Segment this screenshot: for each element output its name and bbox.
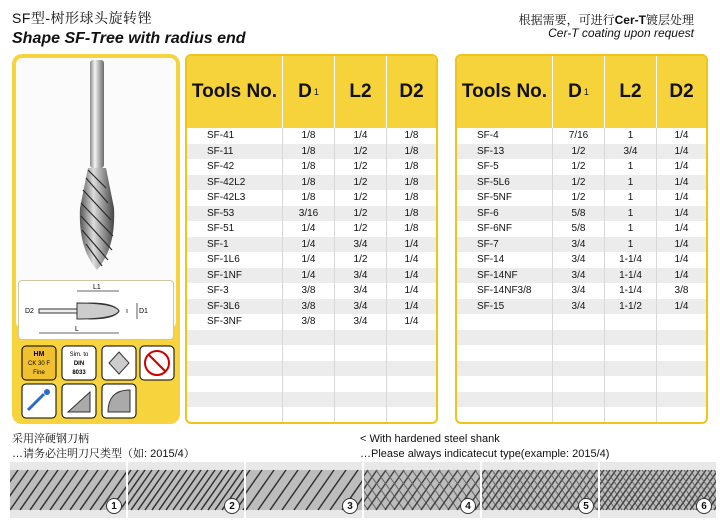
table-row: [457, 175, 706, 191]
cell-tool-no: [457, 392, 553, 408]
cell-l2: [335, 330, 387, 346]
table-body: [457, 128, 706, 423]
cell-d2: 1/4: [404, 316, 419, 328]
cell-d1: [283, 376, 335, 392]
cell-d2: [387, 345, 436, 361]
cell-tool-no: SF-14NF3/8: [457, 283, 553, 299]
cell-l2: [605, 314, 657, 330]
cell-d1: 1/2: [553, 144, 605, 160]
table-row: [457, 299, 706, 315]
table-row: [187, 221, 436, 237]
cell-d1: [283, 330, 335, 346]
cut-number-badge: 6: [696, 498, 712, 514]
cut-number-badge: 3: [342, 498, 358, 514]
cell-d2: [657, 407, 706, 423]
cell-l2: [335, 376, 387, 392]
cell-tool-no: [187, 330, 283, 346]
cell-d1: [553, 314, 605, 330]
cell-d1: 3/4: [553, 237, 605, 253]
table-row: [457, 392, 706, 408]
cell-d1: 5/8: [553, 221, 605, 237]
cell-l2: [335, 361, 387, 377]
cell-d2: 1/8: [404, 192, 419, 204]
table-row: [457, 252, 706, 268]
col-header-d1: [553, 56, 605, 128]
cut-number-badge: 4: [460, 498, 476, 514]
cell-l2: [605, 345, 657, 361]
cell-tool-no: [457, 407, 553, 423]
cell-l2: 3/4: [335, 314, 387, 330]
table-header: [457, 56, 706, 128]
table-row: [457, 144, 706, 160]
cell-tool-no: [187, 345, 283, 361]
material-badge: [22, 346, 56, 380]
feature-icons: [16, 342, 176, 422]
cell-d1: [283, 407, 335, 423]
cell-d2: 3/8: [674, 285, 689, 297]
cell-d1: 1/8: [283, 190, 335, 206]
material-badge-line-2: CK 30 F: [27, 361, 51, 367]
cell-d2: [657, 376, 706, 392]
cell-d1: [553, 392, 605, 408]
cut-sample-5: [482, 462, 598, 518]
table-row: [187, 376, 436, 392]
table-row: [187, 283, 436, 299]
cell-tool-no: SF-3: [187, 283, 283, 299]
cell-tool-no: SF-11: [187, 144, 283, 160]
cell-l2: 3/4: [335, 283, 387, 299]
grind-angle-icon: [62, 384, 96, 418]
col-header-tools: Tools No.: [187, 56, 283, 128]
cell-d1: 3/4: [553, 268, 605, 284]
table-header: [187, 56, 436, 128]
cut-sample-6: [600, 462, 716, 518]
table-row: [187, 330, 436, 346]
cell-l2: [605, 407, 657, 423]
shank-note-en-line-1: < With hardened steel shank: [360, 433, 500, 445]
cell-tool-no: SF-1NF: [187, 268, 283, 284]
spray-icon: [22, 384, 56, 418]
cell-d1: 3/8: [283, 314, 335, 330]
cell-tool-no: SF-53: [187, 206, 283, 222]
cell-d2: [387, 330, 436, 346]
table-row: [187, 392, 436, 408]
cell-l2: 1/4: [335, 128, 387, 144]
cell-l2: 1/2: [335, 252, 387, 268]
cell-tool-no: [187, 407, 283, 423]
col-header-d2: D2: [669, 81, 694, 102]
cell-d1: 1/2: [553, 175, 605, 191]
cell-d2: 1/8: [404, 176, 419, 188]
cell-d2: [387, 376, 436, 392]
cell-d2: 1/4: [404, 254, 419, 266]
cell-d1: 1/2: [553, 159, 605, 175]
cell-tool-no: SF-1: [187, 237, 283, 253]
table-row: [187, 252, 436, 268]
cell-d2: 1/8: [404, 207, 419, 219]
shank-note-cn-line-1: 采用淬硬钢刀柄: [12, 433, 89, 445]
col-header-d1-label: D: [298, 81, 312, 102]
title-cn: SF型-树形球头旋转锉: [12, 10, 153, 26]
cell-d2: 1/4: [674, 254, 689, 266]
col-header-d1-sub: 1: [583, 87, 589, 97]
cell-d1: 1/8: [283, 175, 335, 191]
cell-tool-no: [457, 314, 553, 330]
table-row: [187, 159, 436, 175]
cell-l2: 1: [605, 237, 657, 253]
cell-l2: 1: [605, 175, 657, 191]
cell-tool-no: SF-41: [187, 128, 283, 144]
cut-sample-2: [128, 462, 244, 518]
title-en: Shape SF-Tree with radius end: [12, 30, 246, 47]
cell-d1: [553, 361, 605, 377]
dim-label-d1: D1: [139, 308, 148, 315]
dim-label-d2: D2: [25, 308, 34, 315]
cut-number-badge: 5: [578, 498, 594, 514]
cell-d1: [553, 376, 605, 392]
cell-d1: 1/8: [283, 128, 335, 144]
cell-d2: 1/4: [404, 269, 419, 281]
cell-d2: 1/4: [404, 285, 419, 297]
coating-cn-pre: 根据需要，可进行: [518, 13, 615, 27]
cell-tool-no: SF-15: [457, 299, 553, 315]
cell-l2: [335, 407, 387, 423]
cell-d2: 1/8: [404, 223, 419, 235]
cell-tool-no: SF-1L6: [187, 252, 283, 268]
shank-note-en: [360, 432, 609, 462]
cell-tool-no: SF-3L6: [187, 299, 283, 315]
table-row: [457, 237, 706, 253]
cell-l2: 1: [605, 206, 657, 222]
cell-l2: 1/2: [335, 190, 387, 206]
cell-l2: [605, 376, 657, 392]
material-badge-line-3: Fine: [33, 370, 45, 376]
cut-sample-4: [364, 462, 480, 518]
cell-tool-no: SF-3NF: [187, 314, 283, 330]
cell-tool-no: SF-51: [187, 221, 283, 237]
col-header-l2: L2: [335, 56, 387, 128]
cell-l2: [335, 345, 387, 361]
table-row: [457, 190, 706, 206]
cell-d2: 1/4: [674, 130, 689, 142]
cell-d1: [283, 392, 335, 408]
table-row: [187, 206, 436, 222]
tool-illustration-panel: [12, 54, 180, 424]
cell-l2: 1/2: [335, 221, 387, 237]
table-row: [187, 175, 436, 191]
cell-l2: 1/2: [335, 159, 387, 175]
cell-l2: 1: [605, 190, 657, 206]
col-header-d1-label: D: [568, 81, 582, 102]
cell-tool-no: SF-42L2: [187, 175, 283, 191]
cell-tool-no: [187, 361, 283, 377]
shank-note-cn-line-2: …请务必注明刀尺类型（如: 2015/4）: [12, 448, 195, 460]
cell-d2: [657, 392, 706, 408]
table-row: [457, 330, 706, 346]
table-row: [187, 345, 436, 361]
cell-tool-no: SF-5: [457, 159, 553, 175]
col-header-d1-sub: 1: [313, 87, 319, 97]
table-row: [187, 314, 436, 330]
col-header-d1: [283, 56, 335, 128]
cell-l2: [335, 392, 387, 408]
cell-d1: [553, 330, 605, 346]
table-body: [187, 128, 436, 423]
cell-d1: 1/4: [283, 252, 335, 268]
table-row: [457, 376, 706, 392]
cell-tool-no: SF-13: [457, 144, 553, 160]
cell-tool-no: SF-5NF: [457, 190, 553, 206]
cell-d2: 1/4: [674, 207, 689, 219]
cell-d1: 1/8: [283, 159, 335, 175]
cell-d1: [283, 361, 335, 377]
cell-d1: 5/8: [553, 206, 605, 222]
cell-tool-no: SF-4: [457, 128, 553, 144]
cell-tool-no: SF-14NF: [457, 268, 553, 284]
standard-badge-line-3: 8033: [72, 370, 86, 376]
cell-d2: 1/4: [404, 300, 419, 312]
cell-d2: 1/4: [674, 161, 689, 173]
table-row: [457, 345, 706, 361]
cell-d1: 1/8: [283, 144, 335, 160]
shank-note-cn: [12, 432, 195, 462]
col-header-d2: D2: [399, 81, 424, 102]
table-row: [187, 128, 436, 144]
table-row: [457, 159, 706, 175]
grind-radius-icon: [102, 384, 136, 418]
cell-tool-no: SF-42: [187, 159, 283, 175]
cell-d1: [283, 345, 335, 361]
table-row: [457, 283, 706, 299]
table-row: [187, 361, 436, 377]
cell-d2: [387, 361, 436, 377]
diamond-icon: [102, 346, 136, 380]
cell-d2: 1/8: [404, 161, 419, 173]
shank-note-en-line-2: …Please always indicatecut type(example: 2015/4): [360, 448, 610, 460]
standard-badge-line-1: Sim. to: [69, 352, 89, 358]
table-row: [187, 144, 436, 160]
table-row: [187, 299, 436, 315]
table-row: [457, 206, 706, 222]
size-table-left: [185, 54, 438, 424]
cell-tool-no: [187, 392, 283, 408]
cell-d1: 3/4: [553, 283, 605, 299]
col-header-l2: L2: [605, 56, 657, 128]
cell-tool-no: [187, 376, 283, 392]
cell-tool-no: [457, 330, 553, 346]
burr-tool-icon: [16, 58, 176, 280]
cell-d1: 3/4: [553, 299, 605, 315]
table-row: [457, 407, 706, 423]
cell-tool-no: SF-6NF: [457, 221, 553, 237]
standard-badge-line-2: DIN: [73, 361, 85, 367]
cell-tool-no: [457, 345, 553, 361]
cut-sample-1: [10, 462, 126, 518]
table-row: [187, 190, 436, 206]
dim-label-l: L: [75, 326, 79, 333]
cell-d1: 3/4: [553, 252, 605, 268]
standard-badge: [62, 346, 96, 380]
cell-tool-no: SF-6: [457, 206, 553, 222]
cell-l2: 1: [605, 221, 657, 237]
cell-d1: 7/16: [553, 128, 605, 144]
material-badge-line-1: HM: [33, 351, 45, 358]
cell-d2: [657, 345, 706, 361]
cell-l2: [605, 330, 657, 346]
cell-d2: [657, 330, 706, 346]
cell-d1: 1/2: [553, 190, 605, 206]
cell-l2: 3/4: [335, 299, 387, 315]
cut-number-badge: 1: [106, 498, 122, 514]
cell-l2: 1-1/4: [605, 283, 657, 299]
table-row: [457, 221, 706, 237]
cell-l2: 1/2: [335, 175, 387, 191]
cell-tool-no: SF-5L6: [457, 175, 553, 191]
table-row: [457, 361, 706, 377]
cell-d1: 1/4: [283, 221, 335, 237]
cell-l2: 1: [605, 159, 657, 175]
cell-d2: 1/4: [674, 176, 689, 188]
cell-d2: 1/4: [674, 269, 689, 281]
cell-d1: 3/8: [283, 283, 335, 299]
cell-l2: 3/4: [335, 237, 387, 253]
cell-tool-no: SF-14: [457, 252, 553, 268]
cell-d1: 1/4: [283, 268, 335, 284]
table-row: [457, 128, 706, 144]
cell-l2: 1-1/4: [605, 252, 657, 268]
cell-l2: 1-1/2: [605, 299, 657, 315]
cell-tool-no: [457, 376, 553, 392]
cell-tool-no: SF-7: [457, 237, 553, 253]
coating-note-en: Cer-T coating upon request: [548, 26, 694, 40]
cell-tool-no: [457, 361, 553, 377]
size-table-right: [455, 54, 708, 424]
cell-d2: 1/4: [404, 238, 419, 250]
cell-l2: 1/2: [335, 144, 387, 160]
cell-d2: 1/8: [404, 145, 419, 157]
coating-cn-post: 镀层处理: [645, 13, 694, 27]
cell-d1: 3/16: [283, 206, 335, 222]
cut-sample-3: [246, 462, 362, 518]
dim-label-l1: L1: [93, 284, 101, 291]
cut-number-badge: 2: [224, 498, 240, 514]
coating-cn-bold: Cer-T: [614, 13, 646, 27]
cell-l2: 3/4: [605, 144, 657, 160]
cell-d2: 1/4: [674, 238, 689, 250]
cell-d1: 3/8: [283, 299, 335, 315]
cell-l2: 1: [605, 128, 657, 144]
cell-d2: [657, 361, 706, 377]
cut-type-samples: [10, 462, 716, 518]
table-row: [457, 268, 706, 284]
cell-d1: 1/4: [283, 237, 335, 253]
dimension-diagram: [18, 280, 174, 340]
table-row: [187, 237, 436, 253]
no-hand-icon: [140, 346, 174, 380]
col-header-tools: Tools No.: [457, 56, 553, 128]
table-row: [187, 268, 436, 284]
cell-d1: [553, 345, 605, 361]
cell-d2: 1/4: [674, 192, 689, 204]
cell-d2: [387, 407, 436, 423]
cell-l2: 3/4: [335, 268, 387, 284]
cell-l2: 1/2: [335, 206, 387, 222]
cell-l2: [605, 392, 657, 408]
cell-l2: 1-1/4: [605, 268, 657, 284]
cell-d2: [387, 392, 436, 408]
cell-d2: [657, 314, 706, 330]
table-row: [187, 407, 436, 423]
cell-tool-no: SF-42L3: [187, 190, 283, 206]
cell-d1: [553, 407, 605, 423]
cell-l2: [605, 361, 657, 377]
cell-d2: 1/4: [674, 300, 689, 312]
cell-d2: 1/4: [674, 223, 689, 235]
table-row: [457, 314, 706, 330]
cell-d2: 1/8: [404, 130, 419, 142]
cell-d2: 1/4: [674, 145, 689, 157]
